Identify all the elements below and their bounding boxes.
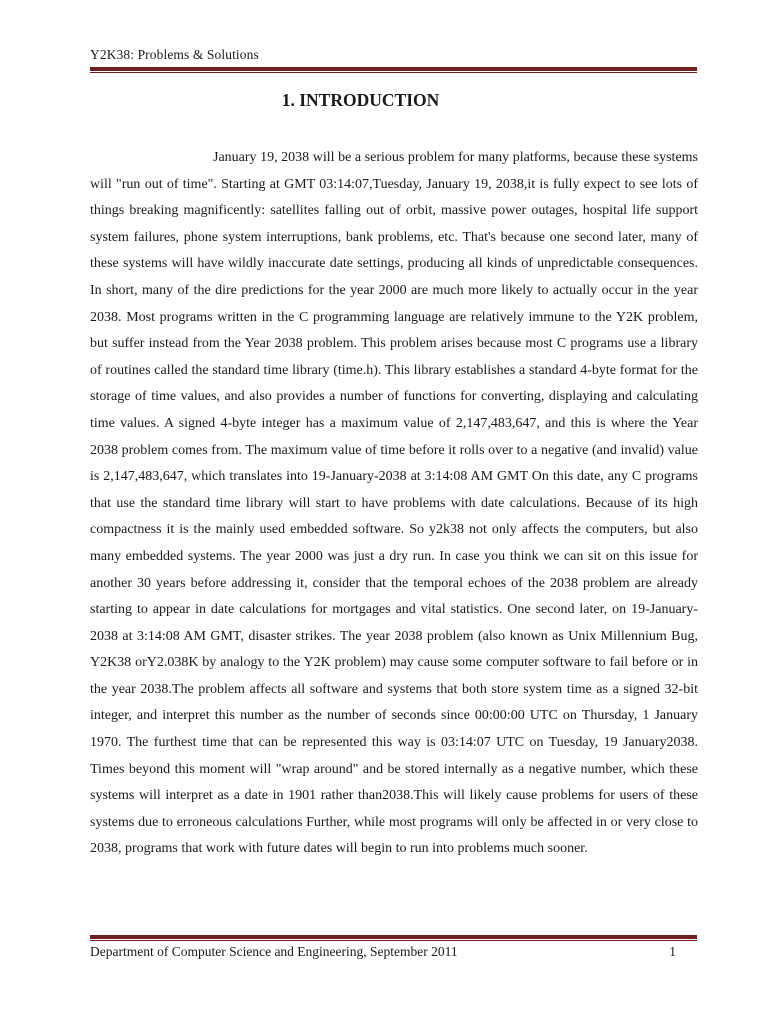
header-rule-thick: [90, 67, 697, 71]
section-heading: 1. INTRODUCTION: [281, 90, 440, 110]
page-footer: [90, 944, 697, 962]
page-header: [90, 46, 697, 64]
page-number: 1: [669, 944, 676, 959]
body-paragraph: January 19, 2038 will be a serious problem for many platforms, because these systems will "run out of time". Starting at GMT 03:14:07,Tuesday, January 19, 2038,it is fully expect to see lots of things breaking magnificently: satellites falling out of orbit, massive power outages, hospital life support system failures, phone system interruptions, bank problems, etc. That's because one second later, many of these systems will have wildly inaccurate date settings, producing all kinds of unpredictable consequences. In short, many of the dire predictions for the year 2000 are much more likely to actually occur in the year 2038. Most programs written in the C programming language are relatively immune to the Y2K problem, but suffer instead from the Year 2038 problem. This problem arises because most C programs use a library of routines called the standard time library (time.h). This library establishes a standard 4-byte format for the storage of time values, and also provides a number of functions for converting, displaying and calculating time values. A signed 4-byte integer has a maximum value of 2,147,483,647, and this is where the Year 2038 problem comes from. The maximum value of time before it rolls over to a negative (and invalid) value is 2,147,483,647, which translates into 19-January-2038 at 3:14:08 AM GMT On this date, any C programs that use the standard time library will start to have problems with date calculations. Because of its high compactness it is the mainly used embedded software. So y2k38 not only affects the computers, but also many embedded systems. The year 2000 was just a dry run. In case you think we can sit on this issue for another 30 years before addressing it, consider that the temporal echoes of the 2038 problem are already starting to appear in date calculations for mortgages and vital statistics. One second later, on 19-January-2038 at 3:14:08 AM GMT, disaster strikes. The year 2038 problem (also known as Unix Millennium Bug, Y2K38 orY2.038K by analogy to the Y2K problem) may cause some computer software to fail before or in the year 2038.The problem affects all software and systems that both store system time as a signed 32-bit integer, and interpret this number as the number of seconds since 00:00:00 UTC on Thursday, 1 January 1970. The furthest time that can be represented this way is 03:14:07 UTC on Tuesday, 19 January2038. Times beyond this moment will "wrap around" and be stored internally as a negative number, which these systems will interpret as a date in 1901 rather than2038.This will likely cause problems for users of these systems due to erroneous calculations Further, while most programs will only be affected in or very close to 2038, programs that work with future dates will begin to run into problems much sooner.: [90, 150, 698, 857]
footer-department-text: Department of Computer Science and Engineering, September 2011: [90, 944, 458, 959]
running-header-title: Y2K38: Problems & Solutions: [90, 47, 259, 62]
header-rule: [90, 67, 697, 73]
footer-rule-thick: [90, 935, 697, 939]
footer-rule: [90, 935, 697, 941]
footer-rule-thin: [90, 940, 697, 941]
header-rule-thin: [90, 72, 697, 73]
body-text: [90, 145, 698, 863]
